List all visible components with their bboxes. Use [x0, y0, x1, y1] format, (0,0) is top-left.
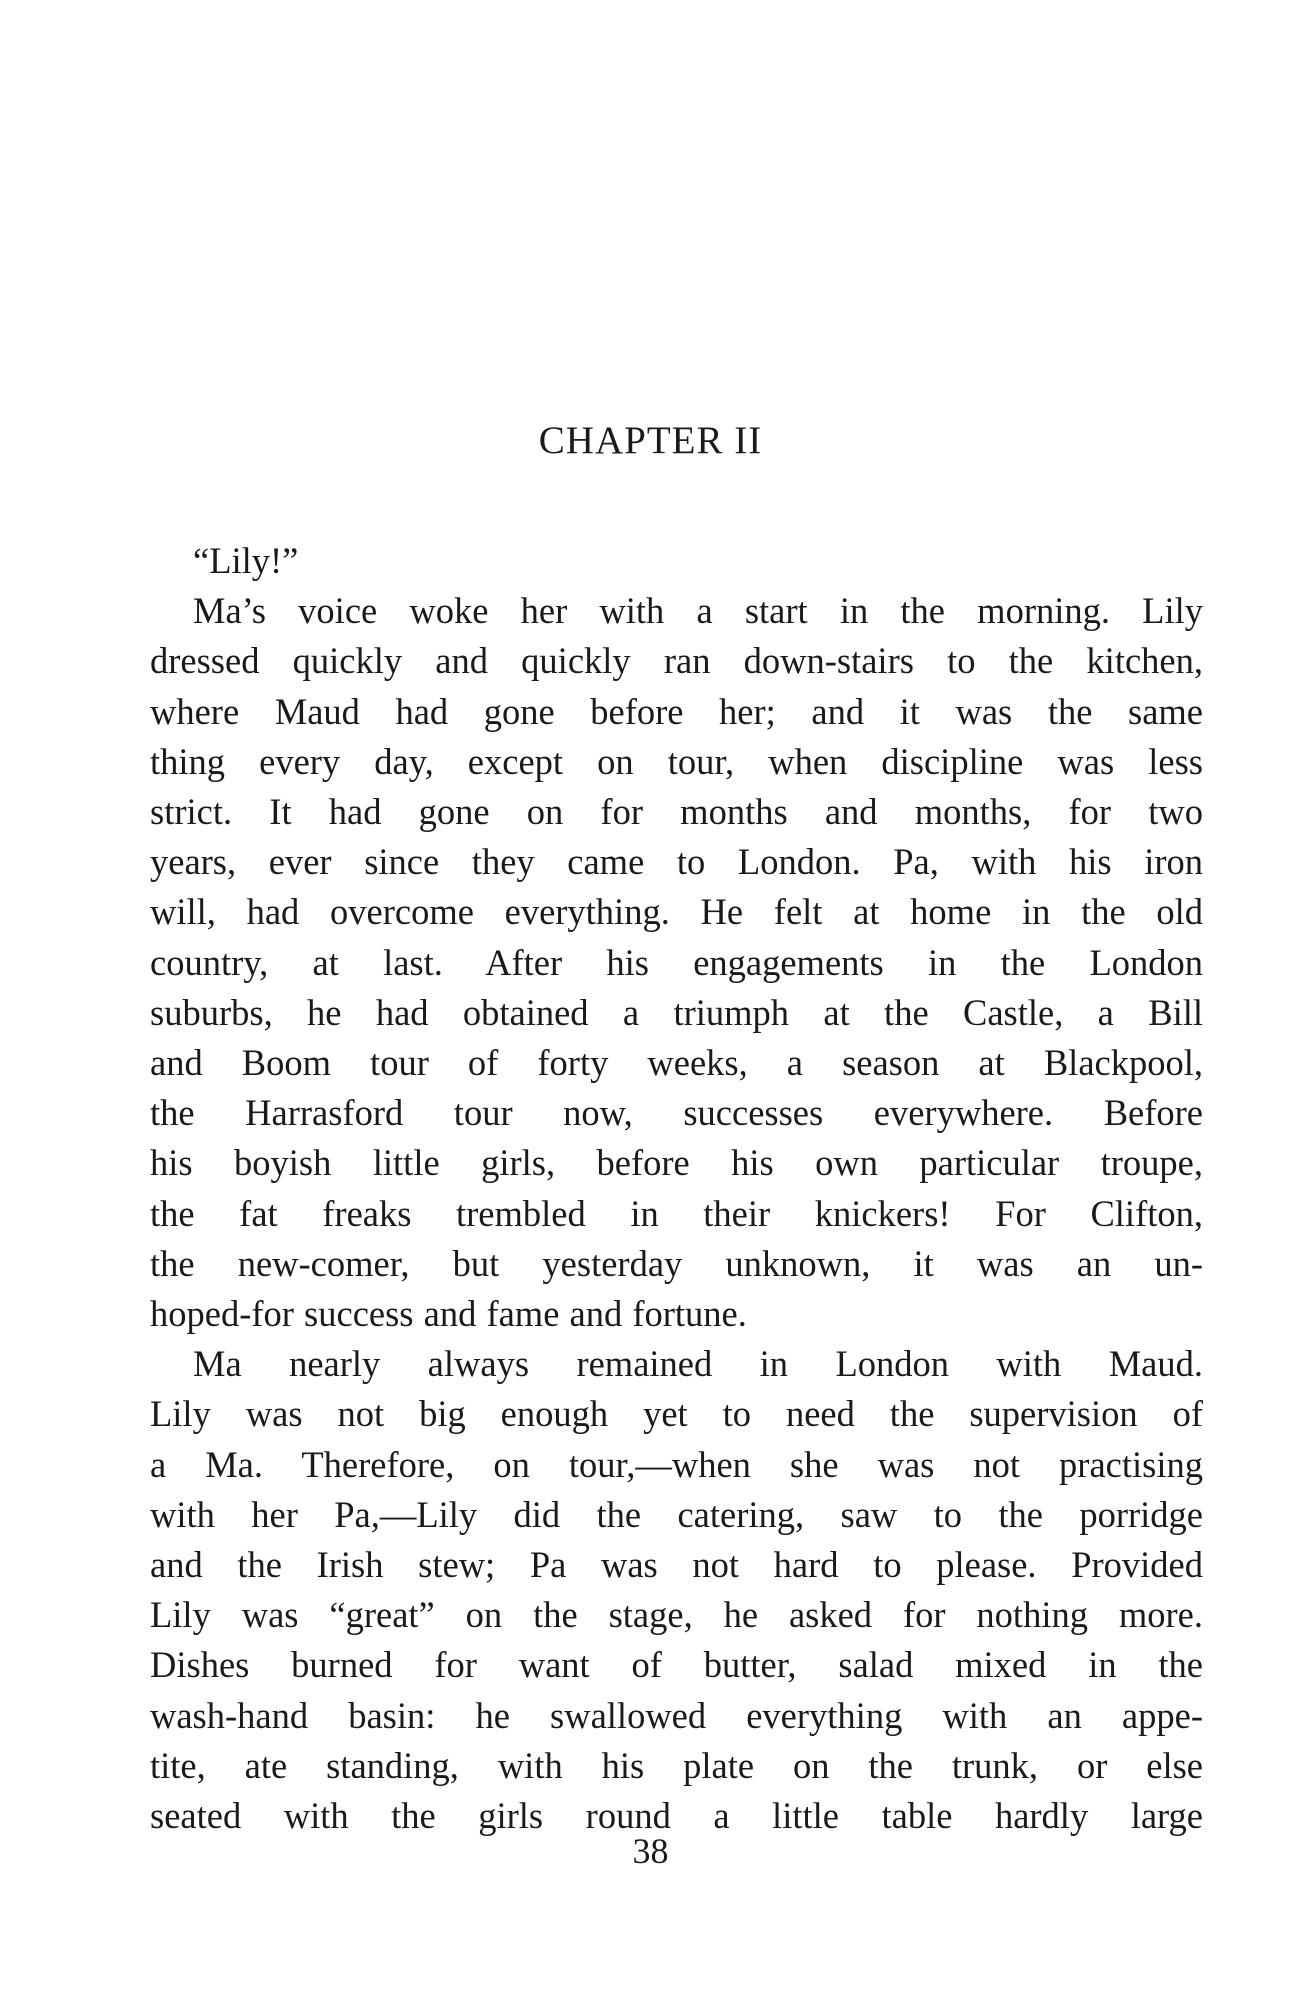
text-line: his boyish little girls, before his own particular troupe, [150, 1142, 1203, 1184]
text-line: with her Pa,—Lily did the catering, saw to the porridge [150, 1493, 1203, 1535]
text-line: “Lily!” [193, 540, 299, 581]
text-line: Ma nearly always remained in London with Maud. [193, 1343, 1203, 1385]
text-line: tite, ate standing, with his plate on the trunk, or else [150, 1744, 1203, 1786]
text-line: hoped-for success and fame and fortune. [150, 1293, 747, 1335]
paragraph-2 [150, 586, 1203, 1339]
text-line: the fat freaks trembled in their knickers! For Clifton, [150, 1192, 1203, 1234]
text-line: suburbs, he had obtained a triumph at the Castle, a Bill [150, 991, 1203, 1033]
text-line: Dishes burned for want of butter, salad mixed in the [150, 1644, 1203, 1686]
text-line: Lily was not big enough yet to need the supervision of [150, 1393, 1203, 1435]
paragraph-3 [150, 1339, 1203, 1841]
text-line: will, had overcome everything. He felt at home in the old [150, 891, 1203, 933]
chapter-heading: CHAPTER II [538, 419, 763, 462]
text-line: years, ever since they came to London. Pa, with his iron [150, 841, 1203, 883]
text-line: thing every day, except on tour, when discipline was less [150, 740, 1203, 782]
text-line: and the Irish stew; Pa was not hard to please. Provided [150, 1544, 1203, 1586]
paragraph-1 [150, 536, 1203, 586]
text-line: dressed quickly and quickly ran down-stairs to the kitchen, [150, 640, 1203, 682]
body-text [150, 536, 1203, 1841]
text-line: where Maud had gone before her; and it was the same [150, 690, 1203, 732]
text-line: the new-comer, but yesterday unknown, it was an un- [150, 1242, 1203, 1284]
text-line: and Boom tour of forty weeks, a season at Blackpool, [150, 1042, 1203, 1084]
text-line: a Ma. Therefore, on tour,—when she was not practising [150, 1443, 1203, 1485]
text-line: Ma’s voice woke her with a start in the morning. Lily [193, 590, 1203, 632]
text-line: seated with the girls round a little table hardly large [150, 1795, 1203, 1837]
text-line: country, at last. After his engagements in the London [150, 941, 1203, 983]
page-number: 38 [632, 1831, 669, 1871]
text-line: Lily was “great” on the stage, he asked for nothing more. [150, 1594, 1203, 1636]
text-line: strict. It had gone on for months and months, for two [150, 791, 1203, 833]
text-line: wash-hand basin: he swallowed everything with an appe- [150, 1694, 1203, 1736]
text-line: the Harrasford tour now, successes everywhere. Before [150, 1092, 1203, 1134]
